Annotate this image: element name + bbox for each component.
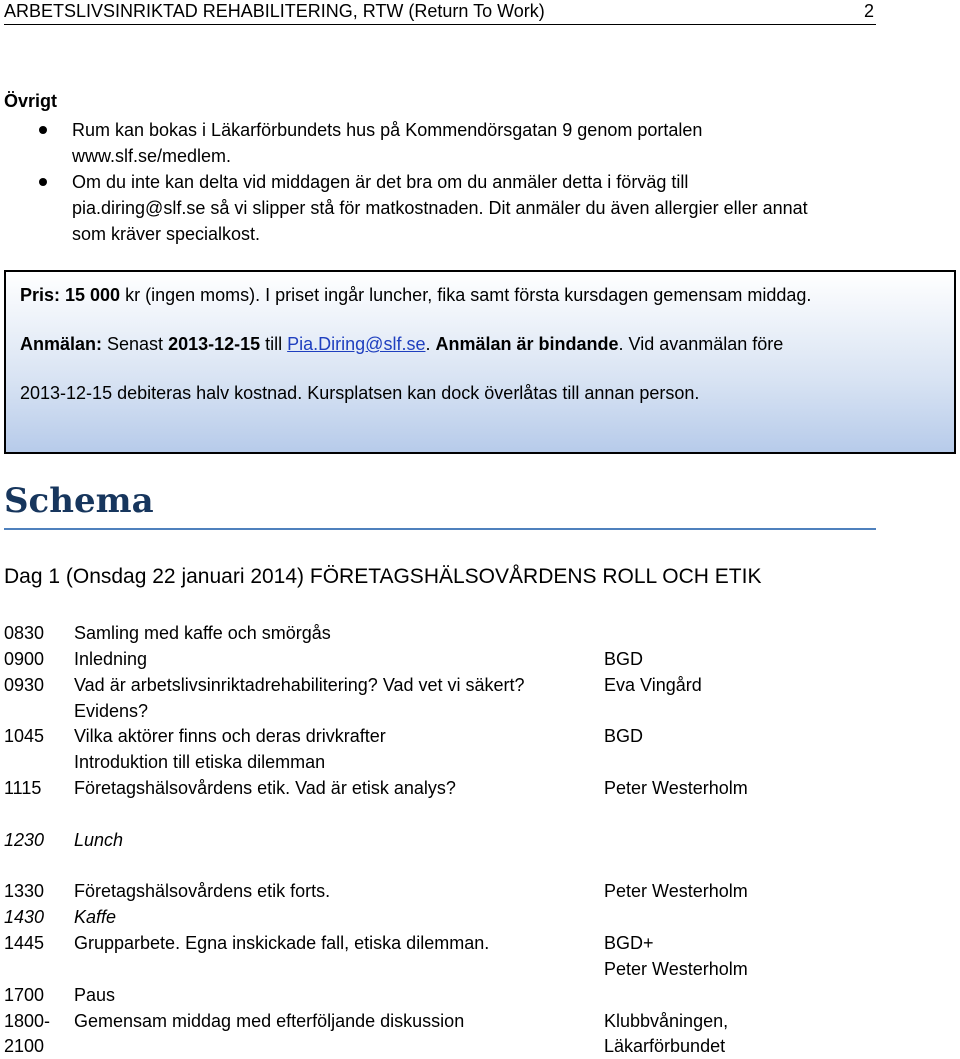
row-activity: Företagshälsovårdens etik. Vad är etisk analys? bbox=[74, 778, 456, 798]
row-activity: Evidens? bbox=[74, 701, 149, 721]
price-line bbox=[20, 282, 811, 308]
row-time: 0900 bbox=[4, 649, 45, 669]
schedule-row bbox=[0, 904, 960, 930]
schedule-row bbox=[0, 1008, 960, 1034]
price-label: Pris: 15 000 bbox=[20, 285, 121, 305]
row-activity: Paus bbox=[74, 985, 116, 1005]
row-time: 1045 bbox=[4, 726, 45, 746]
row-speaker: BGD bbox=[604, 649, 644, 669]
signup-dot: . bbox=[425, 334, 436, 354]
row-speaker: Peter Westerholm bbox=[604, 959, 748, 979]
schedule-row bbox=[0, 749, 960, 775]
schedule-row bbox=[0, 775, 960, 801]
schema-title: Schema bbox=[4, 478, 876, 530]
schedule-row bbox=[0, 878, 960, 904]
row-speaker: Läkarförbundet bbox=[604, 1036, 726, 1056]
bullet-line: Rum kan bokas i Läkarförbundets hus på Kommendörsgatan 9 genom portalen bbox=[72, 120, 703, 140]
row-activity: Kaffe bbox=[74, 907, 117, 927]
row-activity: Samling med kaffe och smörgås bbox=[74, 623, 331, 643]
bullet-line: som kräver specialkost. bbox=[72, 224, 261, 244]
schedule-row bbox=[0, 1033, 960, 1059]
schedule-row bbox=[0, 698, 960, 724]
row-time: 1430 bbox=[4, 907, 45, 927]
signup-date: 2013-12-15 bbox=[168, 334, 261, 354]
row-speaker: BGD bbox=[604, 726, 644, 746]
cancel-line: 2013-12-15 debiteras halv kostnad. Kursplatsen kan dock överlåtas till annan person. bbox=[20, 383, 700, 403]
signup-line bbox=[20, 331, 783, 357]
row-speaker: Peter Westerholm bbox=[604, 881, 748, 901]
row-time: 1445 bbox=[4, 933, 45, 953]
schedule-row bbox=[0, 956, 960, 982]
row-activity: Företagshälsovårdens etik forts. bbox=[74, 881, 331, 901]
page-header bbox=[4, 0, 876, 25]
row-speaker: Peter Westerholm bbox=[604, 778, 748, 798]
row-time: 1700 bbox=[4, 985, 45, 1005]
signup-label: Anmälan: bbox=[20, 334, 103, 354]
row-activity: Vad är arbetslivsinriktadrehabilitering? Vad vet vi säkert? bbox=[74, 675, 525, 695]
bullet-line: Om du inte kan delta vid middagen är det bra om du anmäler detta i förväg till bbox=[72, 172, 689, 192]
bullet-item bbox=[0, 117, 900, 169]
day-title: Dag 1 (Onsdag 22 januari 2014) FÖRETAGSHÄLSOVÅRDENS ROLL OCH ETIK bbox=[4, 565, 762, 588]
bullet-item bbox=[0, 169, 900, 247]
bullet-dot-icon bbox=[39, 178, 47, 186]
schedule-row bbox=[0, 646, 960, 672]
row-activity: Grupparbete. Egna inskickade fall, etiska dilemman. bbox=[74, 933, 490, 953]
row-speaker: Eva Vingård bbox=[604, 675, 702, 695]
header-title: ARBETSLIVSINRIKTAD REHABILITERING, RTW (Return To Work) bbox=[4, 1, 545, 21]
price-text: kr (ingen moms). I priset ingår luncher, fika samt första kursdagen gemensam middag. bbox=[120, 285, 812, 305]
row-activity: Vilka aktörer finns och deras drivkrafter bbox=[74, 726, 386, 746]
row-activity: Introduktion till etiska dilemman bbox=[74, 752, 326, 772]
page-number: 2 bbox=[863, 1, 874, 21]
row-speaker: Klubbvåningen, bbox=[604, 1011, 729, 1031]
row-activity: Inledning bbox=[74, 649, 148, 669]
ovrigt-heading: Övrigt bbox=[4, 91, 58, 111]
email-link[interactable]: Pia.Diring@slf.se bbox=[287, 334, 426, 354]
row-activity: Gemensam middag med efterföljande diskussion bbox=[74, 1011, 465, 1031]
ovrigt-bullet-list bbox=[0, 117, 900, 247]
schedule-row bbox=[0, 930, 960, 956]
schedule-row bbox=[0, 620, 960, 646]
row-time: 1115 bbox=[4, 778, 42, 798]
schedule-row bbox=[0, 672, 960, 698]
schedule-row bbox=[0, 827, 960, 853]
bullet-dot-icon bbox=[39, 126, 47, 134]
info-box bbox=[4, 270, 956, 454]
binding-text: Anmälan är bindande bbox=[435, 334, 619, 354]
schedule-row bbox=[0, 982, 960, 1008]
signup-till: till bbox=[260, 334, 288, 354]
row-time: 1230 bbox=[4, 830, 45, 850]
row-time: 2100 bbox=[4, 1036, 45, 1056]
signup-text: Senast bbox=[102, 334, 169, 354]
bullet-line: pia.diring@slf.se så vi slipper stå för matkostnaden. Dit anmäler du även allergier eller annat bbox=[72, 198, 808, 218]
row-time: 0830 bbox=[4, 623, 45, 643]
row-time: 1800- bbox=[4, 1011, 51, 1031]
row-speaker: BGD+ bbox=[604, 933, 654, 953]
bullet-line: www.slf.se/medlem. bbox=[72, 146, 232, 166]
row-time: 0930 bbox=[4, 675, 45, 695]
row-time: 1330 bbox=[4, 881, 45, 901]
schedule-row bbox=[0, 723, 960, 749]
cancel-text: . Vid avanmälan före bbox=[618, 334, 784, 354]
row-activity: Lunch bbox=[74, 830, 124, 850]
